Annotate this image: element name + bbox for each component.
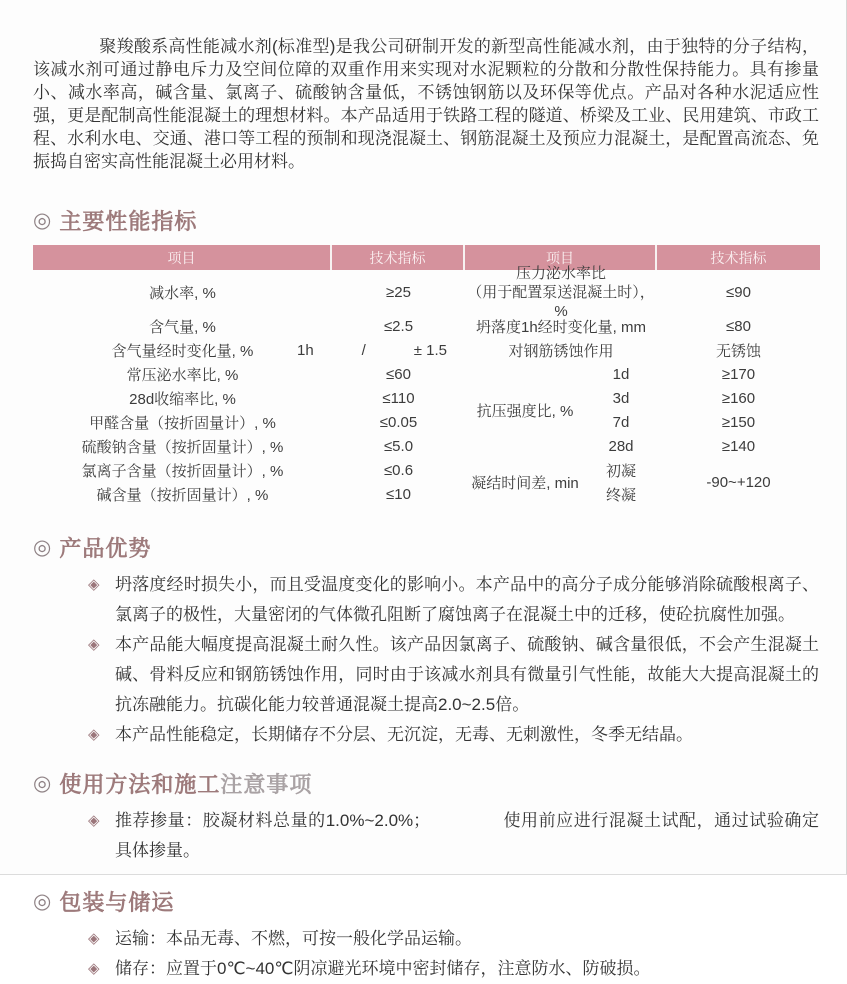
advantage-text: 坍落度经时损失小，而且受温度变化的影响小。本产品中的高分子成分能够消除硫酸根离子、氯离子的极性，大量密闭的气体微孔阻断了腐蚀离子在混凝土中的迁移，使砼抗腐性加强。 — [115, 575, 819, 624]
performance-table — [33, 245, 819, 506]
ring-bullet-icon: ◎ — [33, 772, 53, 795]
air-time-slash: / — [361, 341, 366, 359]
table-cell-value — [297, 338, 447, 362]
table-header-spec-right: 技术指标 — [657, 245, 820, 270]
section-title: 产品优势 — [59, 536, 152, 561]
table-cell-age: 7d — [612, 413, 630, 431]
diamond-bullet-icon: ◈ — [88, 636, 100, 653]
table-cell-value: ≤0.6 — [383, 461, 414, 479]
ring-bullet-icon: ◎ — [33, 536, 53, 559]
table-cell-value: ≥150 — [721, 413, 756, 431]
table-cell-value: ≥25 — [386, 283, 411, 301]
pressure-bleeding-line1: 压力泌水率比 — [515, 264, 606, 282]
table-cell-final-set: 终凝 — [605, 486, 636, 504]
section-heading-packaging — [33, 886, 819, 917]
table-cell-value: ≤2.5 — [383, 317, 414, 335]
storage-text: 储存：应置于0℃~40℃阴凉避光环境中密封储存，注意防水、防破损。 — [115, 959, 651, 978]
section-title-secondary: 注意事项 — [220, 772, 313, 797]
section-title: 包装与储运 — [59, 890, 175, 915]
list-item — [88, 924, 819, 954]
diamond-bullet-icon: ◈ — [88, 576, 100, 593]
table-cell-item: 减水率, % — [149, 284, 216, 302]
diamond-bullet-icon: ◈ — [88, 930, 100, 947]
table-cell-value: ≤60 — [386, 365, 411, 383]
diamond-bullet-icon: ◈ — [88, 812, 100, 829]
usage-trial-text: 使用前应进行混凝土试配，通过试验确定具体掺量。 — [115, 811, 819, 860]
list-item — [88, 630, 819, 720]
diamond-bullet-icon: ◈ — [88, 960, 100, 977]
table-cell-value: ≤5.0 — [383, 437, 414, 455]
section-heading-performance — [33, 205, 819, 236]
intro-paragraph: 聚羧酸系高性能减水剂(标准型)是我公司研制开发的新型高性能减水剂，由于独特的分子结构，该减水剂可通过静电斥力及空间位障的双重作用来实现对水泥颗粒的分散和分散性保持能力。具有掺量小、减水率高，碱含量、氯离子、硫酸钠含量低，不锈蚀钢筋以及环保等优点。产品对各种水泥适应性强，更是配制高性能混凝土的理想材料。本产品适用于铁路工程的隧道、桥梁及工业、民用建筑、市政工程、水利水电、交通、港口等工程的预制和现浇混凝土、钢筋混凝土及预应力混凝土，是配置高流态、免振捣自密实高性能混凝土必用材料。 — [33, 37, 819, 171]
advantage-text: 本产品性能稳定，长期储存不分层、无沉淀，无毒、无刺激性，冬季无结晶。 — [115, 725, 693, 744]
table-cell-item: 氯离子含量（按折固量计）, % — [81, 462, 284, 480]
table-cell-value: ≥170 — [721, 365, 756, 383]
diamond-bullet-icon: ◈ — [88, 726, 100, 743]
ring-bullet-icon: ◎ — [33, 209, 53, 232]
table-cell-item: 对钢筋锈蚀作用 — [508, 342, 614, 360]
table-cell-setting-label: 凝结时间差, min — [471, 474, 579, 492]
table-header-spec-left: 技术指标 — [332, 245, 465, 270]
table-cell-value: ≥160 — [721, 389, 756, 407]
table-cell-value: ≤80 — [726, 317, 751, 335]
table-header-item-right: 项目 — [465, 245, 657, 270]
air-time-label: 1h — [297, 341, 314, 359]
table-cell-age: 1d — [612, 365, 630, 383]
section-title: 使用方法和施工 — [59, 772, 221, 797]
list-item — [88, 720, 819, 750]
table-cell-value: ≥140 — [721, 437, 756, 455]
ring-bullet-icon: ◎ — [33, 890, 53, 913]
table-cell-value: ≤110 — [382, 389, 415, 407]
usage-list — [33, 806, 819, 866]
table-cell-value: ≤90 — [726, 283, 751, 301]
table-cell-item: 常压泌水率比, % — [126, 366, 239, 384]
list-item — [88, 570, 819, 630]
table-cell-age: 3d — [612, 389, 630, 407]
list-item — [88, 954, 819, 984]
pressure-bleeding-line2: （用于配置泵送混凝土时），% — [467, 283, 655, 320]
table-header-item-left: 项目 — [33, 245, 332, 270]
packaging-list — [33, 924, 819, 984]
table-cell-value: ≤0.05 — [379, 413, 418, 431]
advantage-text: 本产品能大幅度提高混凝土耐久性。该产品因氯离子、硫酸钠、碱含量很低，不会产生混凝土碱、骨料反应和钢筋锈蚀作用，同时由于该减水剂具有微量引气性能，故能大大提高混凝土的抗冻融能力。抗碳化能力较普通混凝土提高2.0~2.5倍。 — [115, 635, 819, 714]
transport-text: 运输：本品无毒、不燃，可按一般化学品运输。 — [115, 929, 472, 948]
table-cell-item: 碱含量（按折固量计）, % — [96, 486, 269, 504]
table-cell-item — [465, 264, 657, 320]
table-cell-value: -90~+120 — [706, 473, 771, 491]
table-cell-value: ≤10 — [386, 485, 411, 503]
table-cell-initial-set: 初凝 — [605, 462, 636, 480]
advantages-list — [33, 570, 819, 750]
table-cell-strength-label: 抗压强度比, % — [476, 402, 574, 420]
table-cell-item: 坍落度1h经时变化量, mm — [475, 318, 646, 336]
list-item — [88, 806, 819, 866]
table-cell-item: 硫酸钠含量（按折固量计）, % — [81, 438, 284, 456]
section-heading-advantages — [33, 532, 819, 563]
table-cell-age: 28d — [608, 437, 634, 455]
section-heading-usage — [33, 768, 819, 799]
table-cell-value: 无锈蚀 — [715, 342, 761, 360]
section-title: 主要性能指标 — [59, 209, 198, 234]
table-cell-item: 甲醛含量（按折固量计）, % — [89, 414, 276, 432]
table-cell-item: 含气量经时变化量, % — [111, 342, 254, 360]
usage-dosage-text: 推荐掺量：胶凝材料总量的1.0%~2.0%； — [115, 811, 431, 830]
table-cell-item: 28d收缩率比, % — [129, 390, 236, 408]
air-time-value: ± 1.5 — [413, 341, 447, 359]
table-cell-item: 含气量, % — [149, 318, 216, 336]
